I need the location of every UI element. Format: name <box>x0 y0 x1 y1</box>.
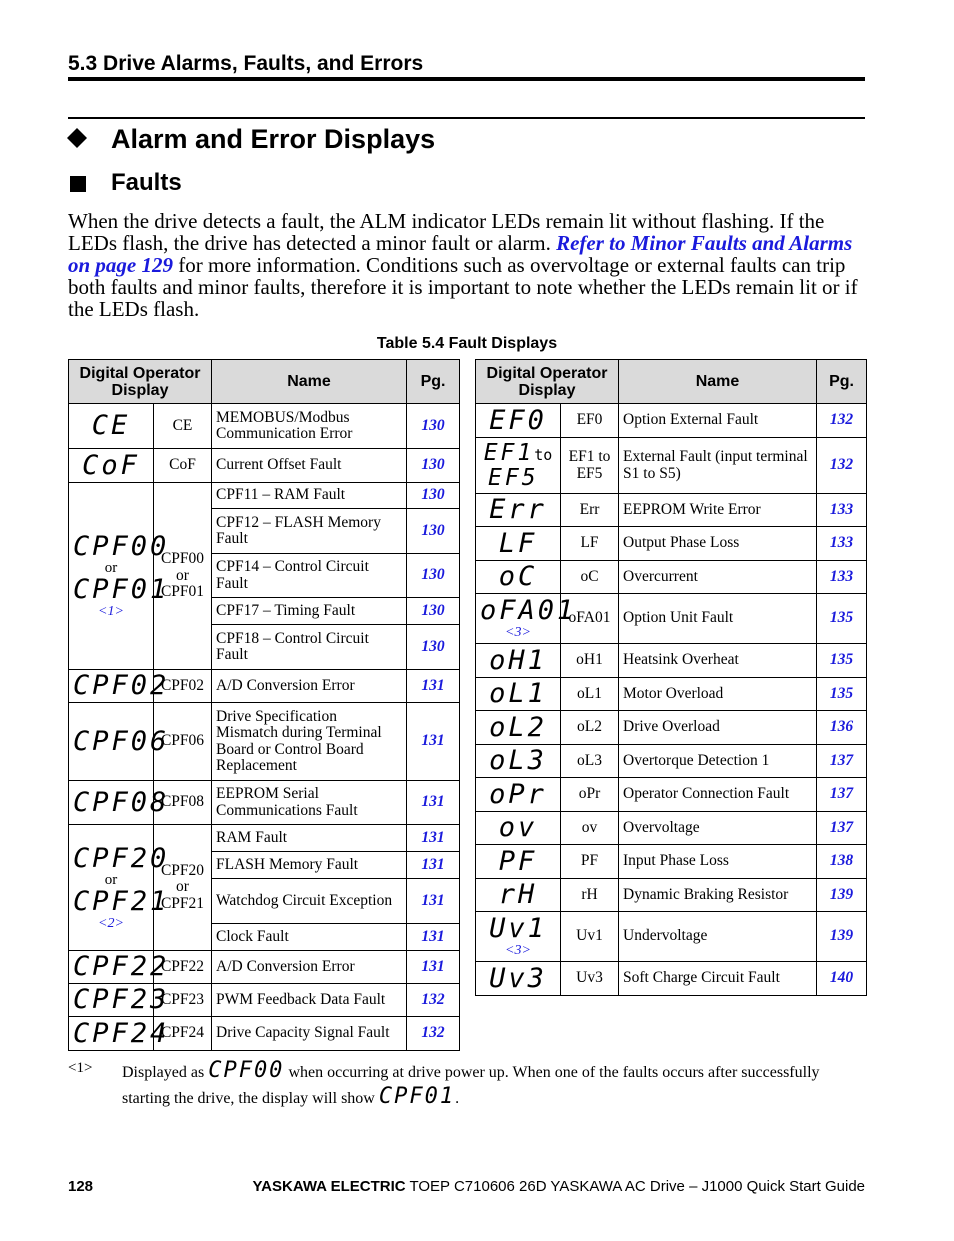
page-link[interactable]: 131 <box>407 879 460 924</box>
intro-paragraph <box>68 210 868 320</box>
fault-name: Undervoltage <box>619 912 817 962</box>
table-row <box>476 879 867 912</box>
segment-display: oH1 <box>489 644 547 676</box>
table-row <box>476 494 867 527</box>
table-row <box>69 984 460 1017</box>
page-link[interactable]: 131 <box>407 670 460 703</box>
fault-code: EF0 <box>561 404 619 438</box>
page-link[interactable]: 135 <box>817 678 867 711</box>
fault-name: CPF17 – Timing Fault <box>212 598 407 625</box>
segment-display: CPF21 <box>73 885 170 917</box>
page-link[interactable]: 136 <box>817 711 867 745</box>
page-link[interactable]: 137 <box>817 745 867 778</box>
segment-display: LF <box>498 527 538 559</box>
fault-code: rH <box>561 879 619 912</box>
section-header: 5.3 Drive Alarms, Faults, and Errors <box>68 52 424 75</box>
fault-code: CPF22 <box>154 951 212 984</box>
page-link[interactable]: 131 <box>407 951 460 984</box>
page-link[interactable]: 131 <box>407 825 460 852</box>
fault-name: Overtorque Detection 1 <box>619 745 817 778</box>
fault-code: CPF20 <box>160 861 205 879</box>
segment-display: CPF20 <box>73 842 170 874</box>
fault-name: Overvoltage <box>619 812 817 845</box>
fault-code: CPF02 <box>154 670 212 703</box>
page-link[interactable]: 137 <box>817 778 867 812</box>
col-header-pg: Pg. <box>817 360 867 404</box>
fault-table-right <box>475 359 867 996</box>
fault-name: Option External Fault <box>619 404 817 438</box>
fault-code: oL1 <box>561 678 619 711</box>
fault-code: oC <box>561 561 619 594</box>
col-header-pg: Pg. <box>407 360 460 404</box>
or-label: or <box>176 566 189 584</box>
table-caption: Table 5.4 Fault Displays <box>376 335 558 352</box>
or-label: or <box>104 560 118 576</box>
footnote-text <box>122 1060 862 1112</box>
table-row <box>476 678 867 711</box>
page-link[interactable]: 130 <box>407 509 460 554</box>
segment-display: oL3 <box>489 745 547 776</box>
fault-name: Dynamic Braking Resistor <box>619 879 817 912</box>
fault-code: oL3 <box>561 745 619 778</box>
fault-code: CE <box>154 404 212 449</box>
subsection-title: Faults <box>111 169 182 196</box>
intro-text-1: When the drive detects a fault, the ALM indicator LEDs remain lit without flashing. If the LEDs flash, the drive has detected a minor fault or alarm. <box>68 209 825 255</box>
table-row <box>69 781 460 825</box>
table-row <box>476 845 867 879</box>
fault-name: Heatsink Overheat <box>619 644 817 678</box>
fault-name: A/D Conversion Error <box>212 670 407 703</box>
segment-display: CPF06 <box>73 725 170 757</box>
segment-display: oPr <box>489 778 547 810</box>
segment-display: CoF <box>82 449 140 481</box>
segment-display: Uv1 <box>489 913 547 944</box>
table-row <box>476 438 867 494</box>
or-label: or <box>104 871 118 888</box>
fault-name: Drive Overload <box>619 711 817 745</box>
fault-name: Soft Charge Circuit Fault <box>619 962 817 996</box>
fault-name: EEPROM Write Error <box>619 494 817 527</box>
fault-code: CPF08 <box>154 781 212 825</box>
square-bullet-icon <box>70 176 86 192</box>
fault-name: Current Offset Fault <box>212 449 407 483</box>
page-link[interactable]: 139 <box>817 879 867 912</box>
page-link[interactable]: 140 <box>817 962 867 996</box>
segment-display: CPF01 <box>378 1084 456 1109</box>
segment-display: CPF24 <box>73 1017 170 1049</box>
page-link[interactable]: 131 <box>407 781 460 825</box>
page-link[interactable]: 133 <box>817 494 867 527</box>
page-title: Alarm and Error Displays <box>111 124 436 154</box>
col-header-display: Digital Operator Display <box>69 360 212 404</box>
segment-display: CPF00 <box>208 1058 285 1083</box>
fault-name: A/D Conversion Error <box>212 951 407 984</box>
fault-name: Input Phase Loss <box>619 845 817 879</box>
page-link[interactable]: 133 <box>817 561 867 594</box>
segment-display: CPF22 <box>73 951 170 982</box>
fault-code: oPr <box>561 778 619 812</box>
fault-code: CPF00 <box>160 550 205 568</box>
table-row <box>476 778 867 812</box>
fault-name: Output Phase Loss <box>619 527 817 561</box>
footnote-text-3: . <box>455 1090 460 1107</box>
or-label: or <box>176 878 189 896</box>
footnote-ref[interactable]: <3> <box>505 625 531 640</box>
fault-code: CPF01 <box>160 583 205 601</box>
fault-code: ov <box>561 812 619 845</box>
page-link[interactable]: 130 <box>407 598 460 625</box>
footer-brand: YASKAWA ELECTRIC <box>252 1178 406 1195</box>
page-link[interactable]: 132 <box>407 1017 460 1051</box>
fault-code: oH1 <box>561 644 619 678</box>
table-row <box>69 1017 460 1051</box>
fault-code: CPF21 <box>160 894 205 912</box>
fault-name: Watchdog Circuit Exception <box>212 879 407 924</box>
fault-name: Operator Connection Fault <box>619 778 817 812</box>
fault-name: FLASH Memory Fault <box>212 852 407 879</box>
segment-display: EF1 <box>483 439 535 466</box>
page-link[interactable]: 138 <box>817 845 867 879</box>
segment-display: oC <box>498 561 538 592</box>
footnote-ref[interactable]: <1> <box>98 604 124 619</box>
table-row <box>69 670 460 703</box>
fault-code: oL2 <box>561 711 619 745</box>
fault-name: PWM Feedback Data Fault <box>212 984 407 1017</box>
segment-display: Uv3 <box>489 962 547 994</box>
col-header-name: Name <box>212 360 407 404</box>
segment-display: CPF08 <box>73 786 170 818</box>
segment-display: CE <box>91 410 131 441</box>
fault-name: External Fault (input terminal S1 to S5) <box>619 438 817 494</box>
page-link[interactable]: 130 <box>407 404 460 449</box>
table-row <box>476 527 867 561</box>
fault-code: CPF06 <box>154 703 212 781</box>
page-link[interactable]: 133 <box>817 527 867 561</box>
minor-faults-link[interactable]: Refer to Minor Faults and Alarms on page 129 <box>68 231 853 277</box>
table-row <box>69 703 460 781</box>
table-row <box>476 912 867 962</box>
page-link[interactable]: 130 <box>407 554 460 598</box>
fault-code: Uv3 <box>561 962 619 996</box>
segment-display: CPF01 <box>73 574 170 605</box>
fault-name: RAM Fault <box>212 825 407 852</box>
col-header-name: Name <box>619 360 817 404</box>
fault-name: CPF11 – RAM Fault <box>212 483 407 509</box>
segment-display: ov <box>498 812 538 843</box>
page-link[interactable]: 130 <box>407 449 460 483</box>
fault-name: CPF14 – Control Circuit Fault <box>212 554 407 598</box>
col-header-display: Digital Operator Display <box>476 360 619 404</box>
footnote-ref[interactable]: <3> <box>505 943 531 958</box>
footer-doc: TOEP C710606 26D YASKAWA AC Drive – J1000 Quick Start Guide <box>405 1178 865 1195</box>
fault-name: EEPROM Serial Communications Fault <box>212 781 407 825</box>
table-row <box>476 711 867 745</box>
page-link[interactable]: 131 <box>407 703 460 781</box>
fault-code: LF <box>561 527 619 561</box>
footnote-mark: <1> <box>68 1060 93 1076</box>
fault-name: Drive Capacity Signal Fault <box>212 1017 407 1051</box>
fault-code: EF1 to EF5 <box>561 438 619 494</box>
fault-code: CPF23 <box>154 984 212 1017</box>
page-link[interactable]: 137 <box>817 812 867 845</box>
table-row <box>69 951 460 984</box>
table-row <box>476 962 867 996</box>
footnote-text-1: Displayed as <box>122 1064 209 1081</box>
segment-display: CPF23 <box>73 984 170 1015</box>
page-link[interactable]: 130 <box>407 483 460 509</box>
page-number: 128 <box>68 1178 94 1195</box>
diamond-bullet-icon <box>67 128 87 148</box>
table-row <box>69 404 460 449</box>
segment-display: oL1 <box>489 678 547 709</box>
page-link[interactable]: 131 <box>407 924 460 951</box>
fault-code: Err <box>561 494 619 527</box>
table-row <box>69 825 460 852</box>
fault-table-left <box>68 359 460 1051</box>
page-link[interactable]: 130 <box>407 625 460 670</box>
table-row <box>69 483 460 509</box>
segment-display: CPF02 <box>73 670 170 701</box>
segment-display: oFA01 <box>480 595 577 626</box>
segment-display: PF <box>498 845 538 877</box>
segment-display: oL2 <box>489 711 547 743</box>
table-row <box>476 404 867 438</box>
page-link[interactable]: 132 <box>817 404 867 438</box>
fault-code: CoF <box>154 449 212 483</box>
table-row <box>476 594 867 644</box>
segment-display: Err <box>489 494 547 525</box>
header-rule <box>68 77 865 81</box>
footnote-ref[interactable]: <2> <box>98 915 124 931</box>
footnote-text-2: when occurring at drive power up. When one of the faults occurs after successfully starting the drive, the display will show <box>122 1064 820 1107</box>
footer-doc-info <box>253 1178 865 1195</box>
page-link[interactable]: 132 <box>817 438 867 494</box>
to-label: to <box>534 445 553 464</box>
fault-code: Uv1 <box>561 912 619 962</box>
fault-name: Overcurrent <box>619 561 817 594</box>
segment-display: EF0 <box>489 404 547 436</box>
heading-rule <box>68 117 865 119</box>
fault-name: Drive Specification Mismatch during Terminal Board or Control Board Replacement <box>212 703 407 781</box>
fault-name: Clock Fault <box>212 924 407 951</box>
page-link[interactable]: 139 <box>817 912 867 962</box>
segment-display <box>480 439 556 467</box>
intro-text-2: for more information. Conditions such as overvoltage or external faults can trip both faults and minor faults, therefore it is important to note whether the LEDs remain lit or if the LEDs flash. <box>68 253 858 321</box>
fault-code: oFA01 <box>561 594 619 644</box>
page-link[interactable]: 132 <box>407 984 460 1017</box>
table-row <box>476 561 867 594</box>
fault-name: CPF12 – FLASH Memory Fault <box>212 509 407 554</box>
table-row <box>69 449 460 483</box>
fault-name: MEMOBUS/Modbus Communication Error <box>212 404 407 449</box>
fault-name: CPF18 – Control Circuit Fault <box>212 625 407 670</box>
page-link[interactable]: 135 <box>817 644 867 678</box>
fault-name: Option Unit Fault <box>619 594 817 644</box>
table-row <box>476 745 867 778</box>
fault-name: Motor Overload <box>619 678 817 711</box>
segment-display: CPF00 <box>73 531 170 562</box>
fault-code: CPF24 <box>154 1017 212 1051</box>
page-link[interactable]: 131 <box>407 852 460 879</box>
table-row <box>476 812 867 845</box>
segment-display: EF5 <box>488 464 539 491</box>
table-row <box>476 644 867 678</box>
page-link[interactable]: 135 <box>817 594 867 644</box>
fault-code: PF <box>561 845 619 879</box>
segment-display: rH <box>498 879 538 910</box>
